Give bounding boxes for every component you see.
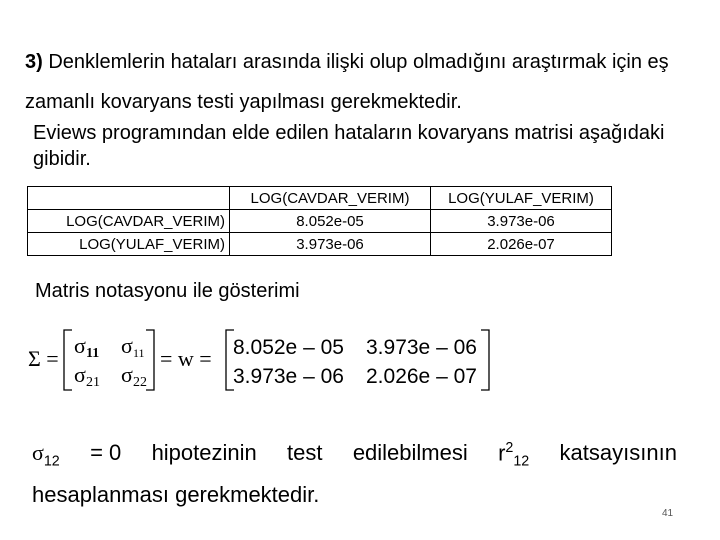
table-cell: 3.973e-06 (230, 233, 431, 256)
matrix-value: 8.052e – 05 (233, 336, 344, 359)
table-cell: 3.973e-06 (431, 210, 612, 233)
table-header-cell: LOG(CAVDAR_VERIM) (230, 187, 431, 210)
table-header-cell (28, 187, 230, 210)
matrix-subscript: 22 (133, 375, 147, 390)
table-cell: 8.052e-05 (230, 210, 431, 233)
covariance-matrix-formula (28, 328, 498, 392)
right-bracket (481, 330, 489, 390)
sigma-12: $\sigma_{12}$ (32, 440, 60, 470)
matrix-symbol: σ (74, 362, 86, 387)
matrix-value: 3.973e – 06 (366, 336, 477, 359)
matrix-symbol: σ (121, 333, 133, 358)
matrix-symbol: σ (121, 362, 133, 387)
table-cell: 2.026e-07 (431, 233, 612, 256)
sigma-lhs: Σ = (28, 346, 59, 371)
hypothesis-word: edilebilmesi (352, 440, 468, 465)
hypothesis-line (32, 440, 677, 470)
matrix-subscript: 21 (86, 375, 100, 390)
matrix-subscript: 11 (86, 346, 100, 361)
table-header-cell: LOG(YULAF_VERIM) (431, 187, 612, 210)
matrix-subscript: 11 (133, 346, 145, 360)
matrix-value: 2.026e – 07 (366, 365, 477, 388)
table-row (28, 233, 612, 256)
row-header-cell: LOG(YULAF_VERIM) (28, 233, 230, 256)
right-bracket (146, 330, 154, 390)
matrix-value: 3.973e – 06 (233, 365, 344, 388)
hypothesis-word: katsayısının (559, 440, 677, 465)
covariance-table (27, 186, 612, 256)
heading-text: Denklemlerin hataları arasında ilişki olup olmadığını araştırmak için eş zamanlı kovaryans testi yapılması gerekmektedir. (25, 51, 669, 113)
table-row (28, 210, 612, 233)
heading-paragraph (25, 42, 705, 122)
row-header-cell: LOG(CAVDAR_VERIM) (28, 210, 230, 233)
equals-w: = w = (160, 346, 212, 371)
item-number: 3) (25, 51, 43, 73)
page-number: 41 (662, 508, 674, 519)
hypothesis-word: = 0 (90, 440, 122, 465)
hypothesis-word: test (287, 440, 323, 465)
hypothesis-line-2: hesaplanması gerekmektedir. (32, 482, 320, 507)
intro-paragraph: Eviews programından elde edilen hataların kovaryans matrisi aşağıdaki gibidir. (33, 122, 665, 170)
matrix-symbol: σ (74, 333, 86, 358)
matrix-caption: Matris notasyonu ile gösterimi (35, 280, 300, 302)
table-header-row (28, 187, 612, 210)
left-bracket (64, 330, 72, 390)
r-squared-12: $r^2_{12}$ (498, 440, 530, 470)
hypothesis-word: hipotezinin (151, 440, 257, 465)
